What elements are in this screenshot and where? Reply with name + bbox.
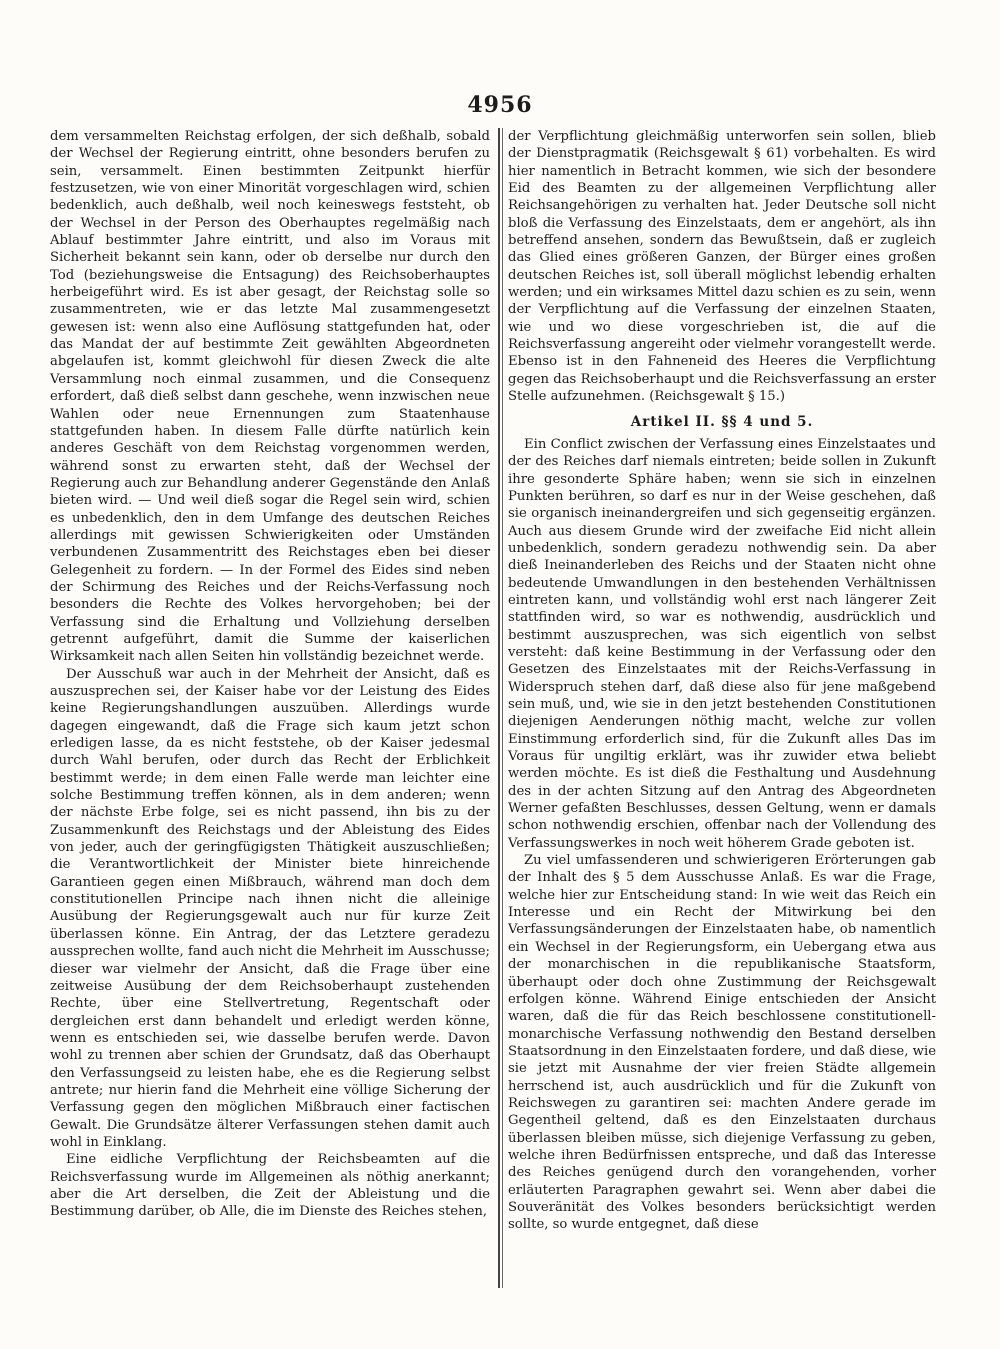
right-paragraph-1: der Verpflichtung gleichmäßig unterworfen sein sollen, blieb der Dienstpragmatik (Reichsgewalt § 61) vorbehalten. Es wird hier namentlich in Betracht kommen, wie sich der besondere Eid des Beamten zu der allgemeinen Verpflichtung aller Reichsangehörigen zu verhalten hat. Jeder Deutsche soll nicht bloß die Verfassung des Einzelstaats, dem er angehört, als ihn betreffend ansehen, sondern das Bewußtsein, daß er zugleich das Glied eines größeren Ganzen, der Bürger eines großen deutschen Reiches ist, soll überall möglichst lebendig erhalten werden; und ein wirksames Mittel dazu schien es zu sein, wenn der Verpflichtung auf die Verfassung der einzelnen Staaten, wie und wo diese vorgeschrieben ist, die auf die Reichsverfassung angereiht oder vielmehr vorangestellt werde. Ebenso ist in den Fahneneid des Heeres die Verpflichtung gegen das Reichsoberhaupt und die Reichsverfassung an erster Stelle aufzunehmen. (Reichsgewalt § 15.) [508, 129, 936, 405]
column-divider [498, 128, 500, 1288]
left-paragraph-1: dem versammelten Reichstag erfolgen, der sich deßhalb, sobald der Wechsel der Regierung eintritt, ohne besonders berufen zu sein, versammelt. Einen bestimmten Zeitpunkt hierfür festzusetzen, wie von einer Minorität vorgeschlagen wird, schien bedenklich, auch deßhalb, weil noch keineswegs feststeht, ob der Wechsel in der Person des Oberhauptes regelmäßig nach Ablauf bestimmter Jahre eintritt, und also im Voraus mit Sicherheit bekannt sein kann, oder ob derselbe nur durch den Tod (beziehungsweise die Entsagung) des Reichsoberhauptes herbeigeführt wird. Es ist aber gesagt, der Reichstag solle so zusammentreten, wie er das letzte Mal zusammengesetzt gewesen ist: wenn also eine Auflösung stattgefunden hat, oder das Mandat der auf bestimmte Zeit gewählten Abgeordneten abgelaufen ist, kommt gleichwohl für diesen Zweck die alte Versammlung noch einmal zusammen, und die Consequenz erfordert, daß dieß selbst dann geschehe, wenn inzwischen neue Wahlen oder neue Ernennungen zum Staatenhause stattgefunden haben. In diesem Falle dürfte natürlich kein anderes Geschäft von dem Reichstag vorgenommen werden, während sonst zu erwarten steht, daß der Wechsel der Regierung auch zur Behandlung anderer Gegenstände den Anlaß bieten wird. — Und weil dieß sogar die Regel sein wird, schien es unbedenklich, den in dem Umfange des deutschen Reiches allerdings mit gewissen Schwierigkeiten oder Umständen verbundenen Zusammentritt des Reichstages eben bei dieser Gelegenheit zu fordern. — In der Formel des Eides sind neben der Schirmung des Reiches und der Reichs-Verfassung noch besonders die Rechte des Volkes hervorgehoben; bei der Verfassung sind die Erhaltung und Vollziehung derselben getrennt aufgeführt, damit die Summe der kaiserlichen Wirksamkeit nach allen Seiten hin vollständig bezeichnet werde. [50, 129, 490, 665]
left-paragraph-2: Der Ausschuß war auch in der Mehrheit der Ansicht, daß es auszusprechen sei, der Kaiser habe vor der Leistung des Eides keine Regierungshandlungen auszuüben. Allerdings wurde dagegen eingewandt, daß die Frage sich kaum jetzt schon erledigen lasse, da es nicht feststehe, ob der Kaiser jedesmal durch Wahl berufen, oder durch das Recht der Erblichkeit bestimmt werde; in dem einen Falle werde man leichter eine solche Bestimmung treffen können, als in dem anderen; wenn der nächste Erbe folge, sei es nicht passend, ihn bis zu der Zusammenkunft des Reichstags und der Ableistung des Eides von jeder, auch der geringfügigsten Thätigkeit auszuschließen; die Verantwortlichkeit der Minister biete hinreichende Garantieen gegen einen Mißbrauch, während man doch dem constitutionellen Principe nach ihnen nicht die alleinige Ausübung der Regierungsgewalt auch nur für kurze Zeit überlassen könne. Ein Antrag, der das Letztere geradezu aussprechen wollte, fand auch nicht die Mehrheit im Ausschusse; dieser war vielmehr der Ansicht, daß die Frage über eine zeitweise Ausübung der dem Reichsoberhaupt zustehenden Rechte, über eine Stellvertretung, Regentschaft oder dergleichen erst dann behandelt und erledigt werden könne, wenn es entschieden sei, wie dasselbe berufen werde. Davon wohl zu trennen aber schien der Grundsatz, daß das Oberhaupt den Verfassungseid zu leisten habe, ehe es die Regierung selbst antrete; nur hierin fand die Mehrheit eine völlige Sicherung der Verfassung gegen den möglichen Mißbrauch einer factischen Gewalt. Die Grundsätze älterer Verfassungen stehen damit auch wohl in Einklang. [50, 666, 490, 1150]
page-number: 4956 [467, 92, 533, 118]
column-divider-inner [502, 128, 503, 1288]
section-heading-artikel-2: Artikel II. §§ 4 und 5. [630, 413, 814, 430]
right-column [508, 128, 936, 1234]
left-column [50, 128, 490, 1221]
right-paragraph-2: Ein Conflict zwischen der Verfassung eines Einzelstaates und der des Reiches darf niemals eintreten; beide sollen in Zukunft ihre gesonderte Sphäre haben; wenn sie sich in einzelnen Punkten berühren, so darf es nur in der Weise geschehen, daß sie organisch ineinandergreifen und sich gegenseitig ergänzen. Auch aus diesem Grunde wird der zweifache Eid nicht allein unbedenklich, sondern geradezu nothwendig sein. Da aber dieß Ineinanderleben des Reichs und der Staaten nicht ohne bedeutende Umwandlungen in den bestehenden Verhältnissen eintreten kann, und vollständig wohl erst nach längerer Zeit stattfinden wird, so war es nothwendig, ausdrücklich und bestimmt auszusprechen, was sich eigentlich von selbst versteht: daß keine Bestimmung in der Verfassung oder den Gesetzen des Einzelstaates mit der Reichs-Verfassung in Widerspruch stehen darf, daß diese also für jene maßgebend sein muß, und, wie sie in den jetzt bestehenden Constitutionen diejenigen Aenderungen nöthig macht, welche zur vollen Einstimmung erforderlich sind, für die Zukunft alles Das im Voraus für ungiltig erklärt, was ihr zuwider etwa beliebt werden möchte. Es ist dieß die Festhaltung und Ausdehnung des in der achten Sitzung auf den Antrag des Abgeordneten Werner gefaßten Beschlusses, dessen Geltung, wenn er damals schon nothwendig erschien, offenbar nach der Vollendung des Verfassungswerkes in noch weit höherem Grade geboten ist. [508, 436, 936, 851]
left-paragraph-3: Eine eidliche Verpflichtung der Reichsbeamten auf die Reichsverfassung wurde im Allgemeinen als nöthig anerkannt; aber die Art derselben, die Zeit der Ableistung und die Bestimmung darüber, ob Alle, die im Dienste des Reiches stehen, [50, 1152, 490, 1220]
right-paragraph-3: Zu viel umfassenderen und schwierigeren Erörterungen gab der Inhalt des § 5 dem Ausschusse Anlaß. Es war die Frage, welche hier zur Entscheidung stand: In wie weit das Reich ein Interesse und ein Recht der Mitwirkung bei den Verfassungsänderungen der Einzelstaaten habe, ob namentlich ein Wechsel in der Regierungsform, ein Uebergang etwa aus der monarchischen in die republikanische Staatsform, überhaupt oder doch ohne Zustimmung der Reichsgewalt erfolgen könne. Während Einige entschieden der Ansicht waren, daß die für das Reich beschlossene constitutionell-monarchische Verfassung nothwendig den Bestand derselben Staatsordnung in den Einzelstaaten fordere, und daß diese, wie sie jetzt mit Ausnahme der vier freien Städte allgemein herrschend ist, auch ausdrücklich und für die Zukunft von Reichswegen zu garantiren sei: machten Andere gerade im Gegentheil geltend, daß es den Einzelstaaten durchaus überlassen bleiben müsse, sich diejenige Verfassung zu geben, welche ihren Bedürfnissen entspreche, und daß das Interesse des Reiches genügend durch den vorangehenden, vorher erläuterten Paragraphen gewahrt sei. Wenn aber dabei die Souveränität des Volkes besonders berücksichtigt werden sollte, so wurde entgegnet, daß diese [508, 853, 936, 1233]
